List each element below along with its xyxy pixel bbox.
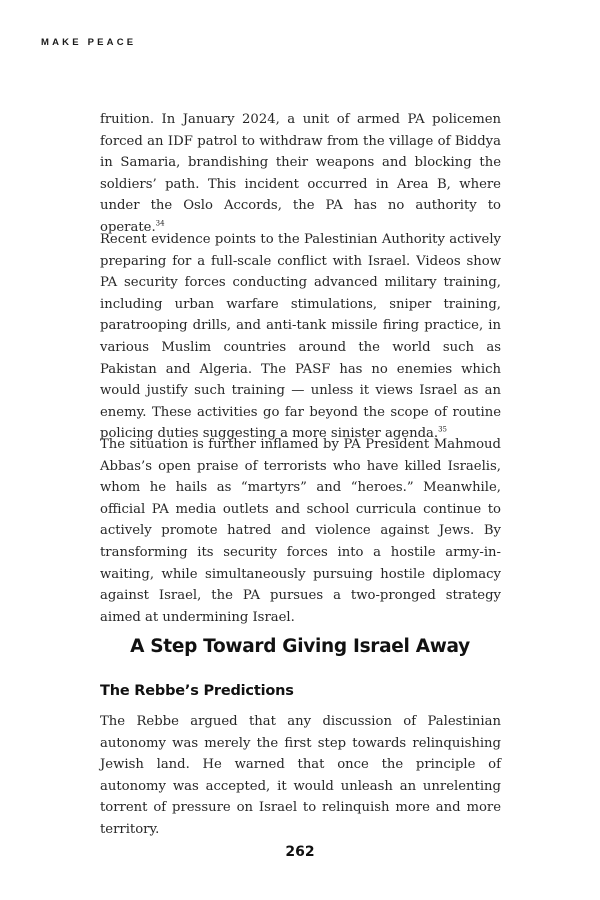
body-paragraph <box>100 711 501 841</box>
body-paragraph <box>100 434 501 628</box>
body-paragraph <box>100 229 501 445</box>
paragraph-text: Recent evidence points to the Palestinian Authority actively preparing for a full-scale conflict with Israel. Videos show PA security forces conducting advanced military training, including urban warfare stimulations, sniper training, paratrooping drills, and anti-tank missile firing practice, in various Muslim countries around the world such as Pakistan and Algeria. The PASF has no enemies which would justify such training — unless it views Israel as an enemy. These activities go far beyond the scope of routine policing duties suggesting a more sinister agenda. <box>100 232 501 442</box>
subsection-heading: The Rebbe’s Predictions <box>100 683 294 699</box>
footnote-marker[interactable]: 34 <box>155 219 165 228</box>
body-paragraph <box>100 109 501 239</box>
paragraph-text: The Rebbe argued that any discussion of Palestinian autonomy was merely the first step towards relinquishing Jewish land. He warned that once the principle of autonomy was accepted, it would unleash an unrelenting torrent of pressure on Israel to relinquish more and more territory. <box>100 714 501 837</box>
paragraph-text: The situation is further inflamed by PA President Mahmoud Abbas’s open praise of terrorists who have killed Israelis, whom he hails as “martyrs” and “heroes.” Meanwhile, official PA media outlets and school curricula continue to actively promote hatred and violence against Jews. By transforming its security forces into a hostile army-in-waiting, while simultaneously pursuing hostile diplomacy against Israel, the PA pursues a two-pronged strategy aimed at undermining Israel. <box>100 437 501 625</box>
page-number: 262 <box>285 844 315 860</box>
running-head: MAKE PEACE <box>41 37 137 48</box>
paragraph-text: fruition. In January 2024, a unit of armed PA policemen forced an IDF patrol to withdraw from the village of Biddya in Samaria, brandishing their weapons and blocking the soldiers’ path. This incident occurred in Area B, where under the Oslo Accords, the PA has no authority to operate. <box>100 112 501 235</box>
footnote-marker[interactable]: 35 <box>438 425 448 434</box>
section-heading: A Step Toward Giving Israel Away <box>130 636 470 657</box>
